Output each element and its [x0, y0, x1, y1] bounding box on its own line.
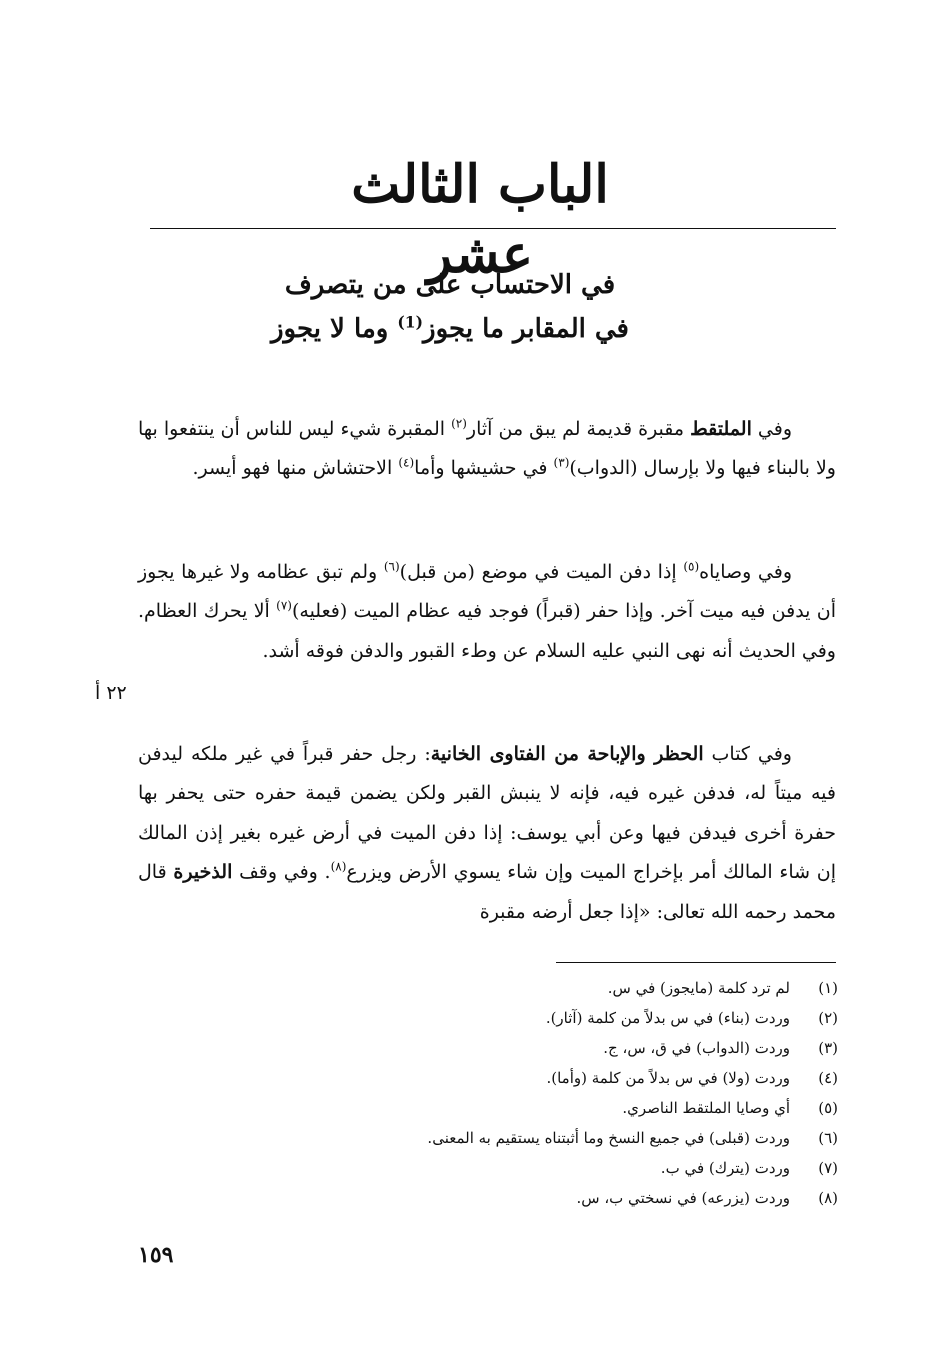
- footnote-item: [278, 1063, 838, 1093]
- footnote-ref-7: (٧): [276, 599, 292, 614]
- p1-source-multaqat: الملتقط: [690, 418, 752, 440]
- section-subtitle-line-2: [240, 309, 660, 349]
- footnote-ref-2: (٢): [451, 416, 467, 431]
- section-subtitle-line-1: في الاحتساب على من يتصرف: [284, 270, 616, 300]
- footnote-text: وردت (ولا) في س بدلاً من كلمة (وأما).: [546, 1069, 790, 1087]
- page-number: ١٥٩: [138, 1242, 174, 1268]
- footnote-item: [278, 973, 838, 1003]
- p1-text-1: وفي: [751, 418, 792, 440]
- footnote-ref-4: (٤): [398, 456, 415, 471]
- footnote-text: أي وصايا الملتقط الناصري.: [622, 1099, 790, 1117]
- p1-text-3: المقبرة شيء ليس للناس أن ينتفعوا بها ولا بالبناء فيها ولا بإرسال (الدواب): [138, 418, 836, 480]
- footnote-number: (٧): [818, 1159, 838, 1177]
- footnote-divider: [556, 962, 836, 963]
- footnote-text: وردت (يزرعه) في نسختي ب، س.: [576, 1189, 790, 1207]
- footnote-ref-1: (1): [397, 312, 424, 332]
- footnote-text: وردت (بناء) في س بدلاً من كلمة (آثار).: [545, 1009, 790, 1027]
- footnotes-list: [278, 973, 838, 1213]
- subtitle-text-a: في المقابر ما يجوز: [423, 314, 629, 344]
- footnote-item: [278, 1183, 838, 1213]
- footnote-number: (٥): [818, 1099, 838, 1117]
- p3-text-3: . وفي وقف: [232, 861, 331, 884]
- p2-text-3: ولم تبق عظامه ولا غيرها يجوز أن يدفن فيه ميت آخر. وإذا حفر (قبراً) فوجد فيه عظام الميت (فعليه): [138, 561, 837, 623]
- paragraph-1: [138, 410, 836, 489]
- footnote-text: وردت (يترك) في ب.: [660, 1159, 790, 1177]
- p3-text-4: قال محمد رحمه الله تعالى: «إذا جعل أرضه مقبرة: [138, 861, 836, 923]
- footnote-number: (٤): [818, 1069, 838, 1087]
- footnote-number: (٢): [818, 1009, 838, 1027]
- footnote-number: (٣): [818, 1039, 838, 1057]
- footnote-item: [278, 1153, 838, 1183]
- p1-text-2: مقبرة قديمة لم يبق من آثار: [466, 418, 691, 440]
- footnote-number: (٦): [818, 1129, 838, 1147]
- footnote-text: لم ترد كلمة (مايجوز) في س.: [607, 979, 790, 997]
- footnote-text: وردت (قبلى) في جميع النسخ وما أثبتناه يستقيم به المعنى.: [427, 1129, 790, 1147]
- subtitle-text-b: وما لا يجوز: [271, 314, 398, 344]
- p2-text-4: ألا يحرك العظام. وفي الحديث أنه نهى النبي عليه السلام عن وطء القبور والدفن فوقه أشد.: [138, 600, 836, 662]
- footnote-item: [278, 1033, 838, 1063]
- manuscript-folio-note: ٢٢ أ: [95, 682, 127, 704]
- chapter-title: الباب الثالث عشر: [351, 154, 609, 285]
- footnote-ref-5: (٥): [683, 559, 700, 574]
- p3-text-1: وفي كتاب: [703, 743, 792, 765]
- footnote-ref-8: (٨): [330, 859, 347, 874]
- p1-text-4: في حشيشها وأما: [414, 457, 554, 480]
- footnote-item: [278, 1003, 838, 1033]
- p3-source-khaniyya: الحظر والإباحة من الفتاوى الخانية: [430, 743, 704, 765]
- footnote-number: (١): [818, 979, 838, 997]
- footnote-ref-3: (٣): [553, 456, 570, 471]
- paragraph-2: [138, 553, 836, 671]
- p3-source-dhakhira: الذخيرة: [173, 861, 233, 884]
- p2-text-2: إذا دفن الميت في موضع (من قبل): [399, 561, 684, 583]
- footnote-number: (٨): [818, 1189, 838, 1207]
- p3-text-2: : رجل حفر قبراً في غير ملكه ليدفن فيه ميتاً له، فدفن غيره فيه، فإنه لا ينبش القبر ولكن يضمن قيمة حفره حتى يحفر بها حفرة أخرى فيدفن فيها وعن أبي يوسف: إذا دفن الميت في أرض غيره بغير إذن المالك إن شاء المالك أمر بإخراج الميت وإن شاء يسوي الأرض ويزرع: [138, 743, 837, 884]
- footnote-text: وردت (الدواب) في ق، س، ج.: [603, 1039, 790, 1057]
- paragraph-3: [138, 735, 836, 932]
- footnote-item: [278, 1093, 838, 1123]
- p1-text-5: الاحتشاش منها فهو أيسر.: [192, 457, 399, 480]
- footnote-ref-6: (٦): [383, 559, 400, 574]
- footnote-item: [278, 1123, 838, 1153]
- title-divider: [150, 228, 836, 229]
- p2-text-1: وفي وصاياه: [699, 561, 793, 583]
